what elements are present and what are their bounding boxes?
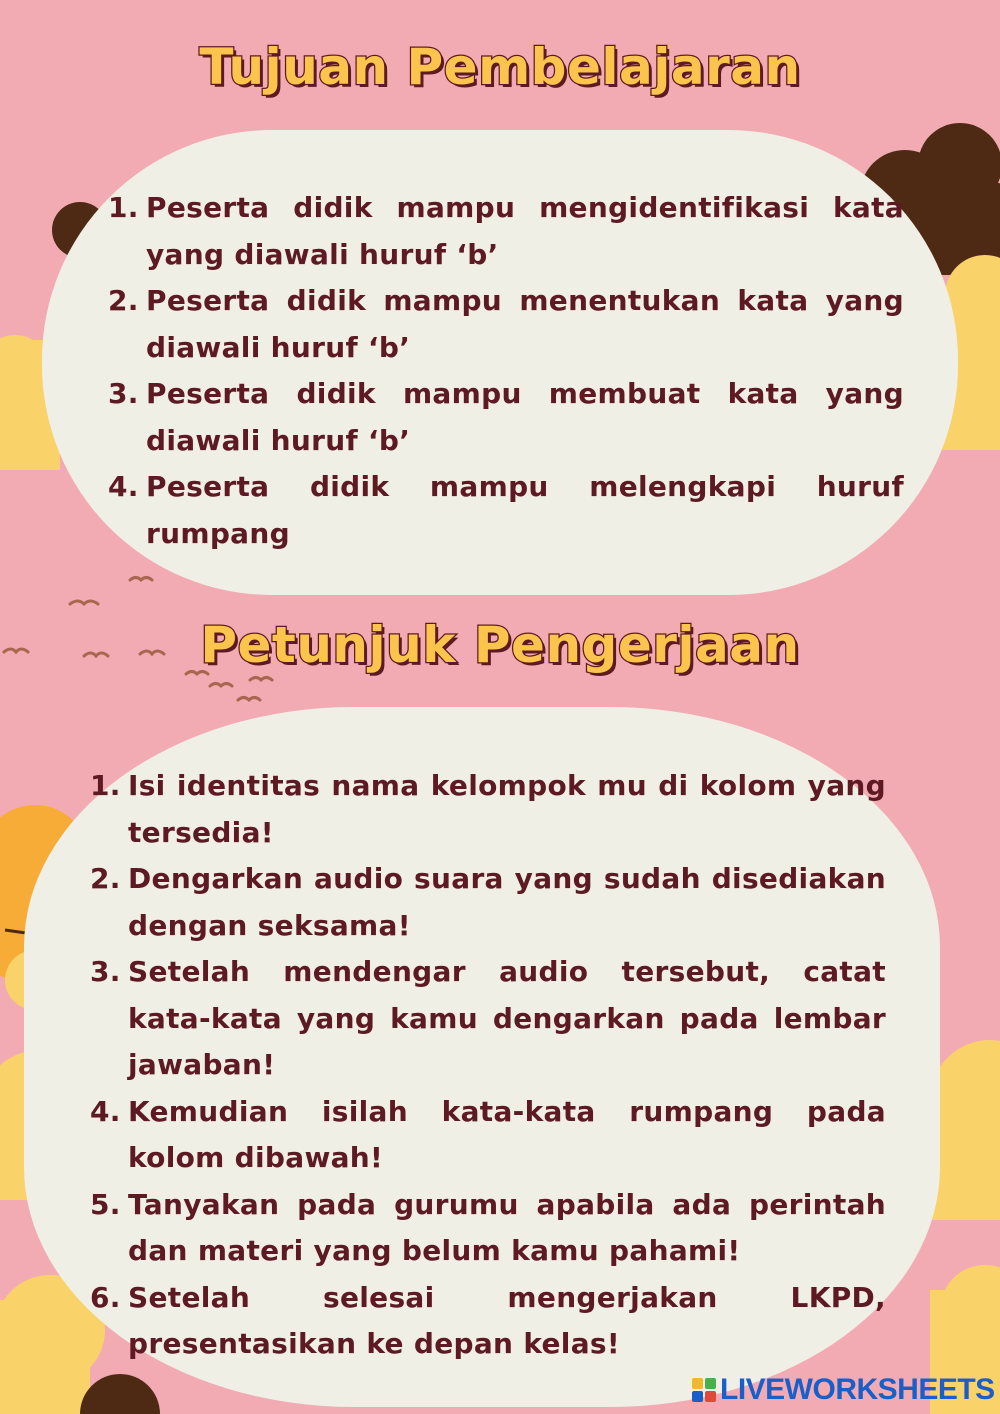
list-item [108, 278, 904, 371]
list-item [90, 1089, 886, 1182]
instructions-title: Petunjuk Pengerjaan [200, 616, 800, 674]
list-number: 4. [108, 470, 139, 503]
watermark-text: LIVEWORKSHEETS [720, 1373, 995, 1406]
list-item [90, 1182, 886, 1275]
list-text: Kemudian isilah kata-kata rumpang pada kolom dibawah! [128, 1094, 886, 1174]
objectives-title: Tujuan Pembelajaran [199, 38, 801, 96]
list-text: Peserta didik mampu melengkapi huruf rumpang [146, 470, 904, 550]
list-text: Setelah selesai mengerjakan LKPD, presentasikan ke depan kelas! [128, 1280, 886, 1360]
list-item [90, 856, 886, 949]
list-number: 1. [108, 191, 139, 224]
list-number: 3. [108, 377, 139, 410]
list-number: 5. [90, 1187, 121, 1221]
list-text: Dengarkan audio suara yang sudah disediakan dengan seksama! [128, 862, 886, 942]
list-text: Setelah mendengar audio tersebut, catat kata-kata yang kamu dengarkan pada lembar jawaban! [128, 955, 886, 1081]
list-number: 4. [90, 1094, 121, 1128]
list-number: 2. [108, 284, 139, 317]
list-number: 1. [90, 769, 121, 802]
list-item [108, 464, 904, 557]
instructions-list [90, 763, 886, 1368]
list-item [90, 1275, 886, 1368]
objectives-list [108, 185, 904, 557]
list-item [90, 949, 886, 1089]
list-item [90, 763, 886, 856]
list-text: Peserta didik mampu membuat kata yang diawali huruf ‘b’ [146, 377, 904, 457]
list-number: 3. [90, 955, 121, 988]
list-text: Peserta didik mampu mengidentifikasi kata yang diawali huruf ‘b’ [146, 191, 904, 271]
list-text: Tanyakan pada gurumu apabila ada perintah dan materi yang belum kamu pahami! [128, 1187, 886, 1267]
brown-cloud-bottom [80, 1374, 160, 1414]
list-number: 6. [90, 1280, 121, 1314]
list-number: 2. [90, 862, 121, 895]
list-text: Peserta didik mampu menentukan kata yang diawali huruf ‘b’ [146, 284, 904, 364]
list-item [108, 371, 904, 464]
liveworksheets-logo-icon [692, 1378, 716, 1402]
list-item [108, 185, 904, 278]
list-text: Isi identitas nama kelompok mu di kolom yang tersedia! [128, 769, 886, 849]
liveworksheets-watermark [692, 1372, 995, 1408]
